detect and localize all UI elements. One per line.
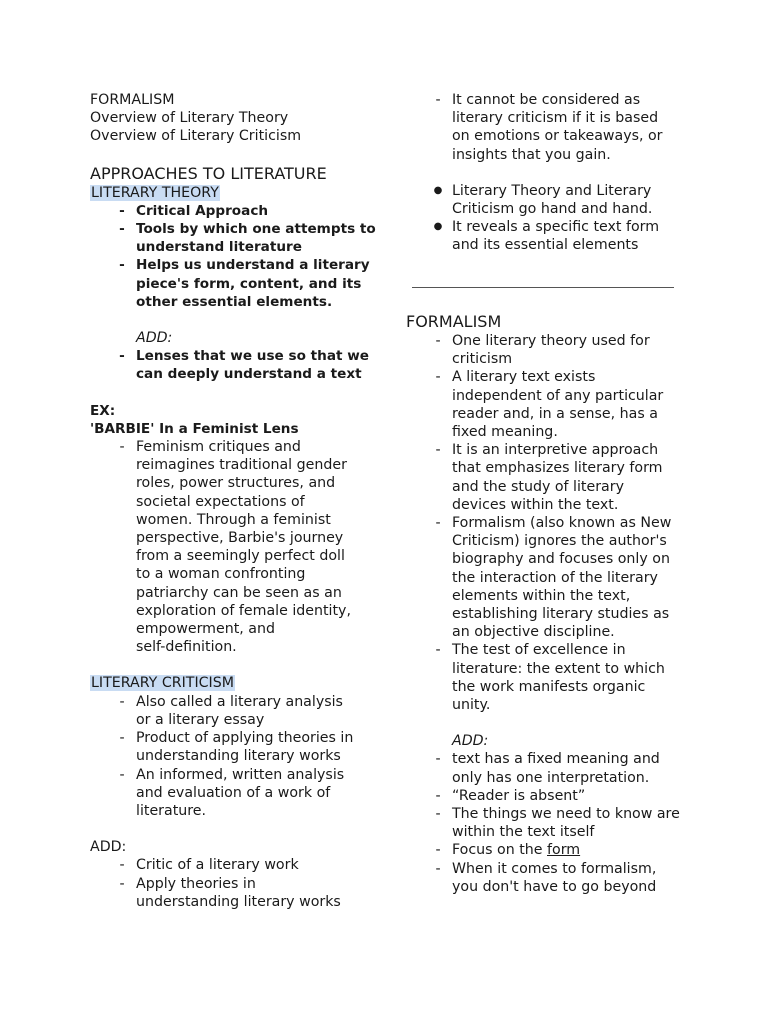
dash-marker: -: [119, 857, 125, 874]
dash-marker: -: [435, 642, 441, 659]
focus-underlined: form: [547, 842, 581, 859]
list-item-line: Feminism critiques and: [136, 439, 301, 456]
list-item-line: reader and, in a sense, has a: [452, 405, 658, 422]
list-item-line: The things we need to know are: [452, 806, 680, 823]
list-item-line: biography and focuses only on: [452, 551, 670, 568]
dash-marker: -: [435, 860, 441, 877]
dash-marker: -: [119, 875, 125, 892]
right-dot-list: [406, 182, 696, 255]
list-item: [406, 787, 696, 805]
list-item-line: insights that you gain.: [452, 146, 611, 163]
literary-criticism-heading: LITERARY CRITICISM: [91, 675, 234, 692]
list-item-line: exploration of female identity,: [136, 602, 351, 619]
right-add-label: ADD:: [452, 733, 489, 750]
list-item-line: It cannot be considered as: [452, 92, 641, 108]
list-item-line: on emotions or takeaways, or: [452, 128, 663, 145]
right-column: [406, 91, 696, 255]
list-item-line: Apply theories in: [136, 875, 256, 892]
bullet-dot-marker: ●: [433, 221, 443, 233]
list-item: [406, 805, 696, 841]
left-column: [90, 91, 380, 911]
list-item: [406, 182, 696, 218]
formalism-list: [406, 332, 696, 714]
dash-marker: -: [119, 766, 125, 783]
list-item: [90, 438, 380, 656]
dash-marker: -: [119, 439, 125, 456]
list-item-line: Also called a literary analysis: [136, 693, 343, 710]
list-item-line: Criticism) ignores the author's: [452, 533, 667, 550]
list-item-line: the interaction of the literary: [452, 569, 658, 586]
header-line: Overview of Literary Theory: [90, 110, 289, 127]
list-item: [90, 220, 380, 256]
list-item: [406, 218, 696, 254]
criticism-list: [90, 693, 380, 820]
list-item: [90, 256, 380, 311]
bullet-dot-marker: ●: [433, 184, 443, 196]
list-item-line: and the study of literary: [452, 478, 624, 495]
last-list: [406, 860, 696, 896]
list-item-line: or a literary essay: [136, 711, 265, 728]
list-item-line: patriarchy can be seen as an: [136, 584, 342, 601]
header-line: FORMALISM: [90, 92, 175, 108]
list-item: [406, 441, 696, 514]
dash-marker: -: [435, 333, 441, 349]
focus-list: [406, 841, 696, 859]
list-item: [406, 332, 696, 368]
list-item-line: elements within the text,: [452, 587, 631, 604]
ex-title: 'BARBIE' In a Feminist Lens: [90, 420, 299, 437]
list-item-line: and its essential elements: [452, 237, 639, 254]
add-list: [90, 347, 380, 383]
list-item-line: to a woman confronting: [136, 566, 306, 583]
list-item-line: Critic of a literary work: [136, 857, 299, 874]
list-item-line: and evaluation of a work of: [136, 784, 331, 801]
list-item-line: literature: the extent to which: [452, 660, 665, 677]
list-item-line: from a seemingly perfect doll: [136, 548, 345, 565]
list-item-line: devices within the text.: [452, 496, 619, 513]
focus-prefix: Focus on the: [452, 842, 548, 859]
list-item-line: When it comes to formalism,: [452, 860, 657, 877]
list-item-line: Criticism go hand and hand.: [452, 201, 653, 218]
list-item: [406, 368, 696, 441]
list-item-line: self-definition.: [136, 639, 237, 656]
dash-marker: -: [435, 92, 441, 108]
list-item: [406, 514, 696, 641]
dash-marker: -: [435, 515, 441, 532]
list-item: [90, 693, 380, 729]
list-item-line: One literary theory used for: [452, 333, 650, 349]
list-item: [406, 860, 696, 896]
ex-list: [90, 438, 380, 656]
list-item: [90, 766, 380, 821]
list-item: [90, 347, 380, 383]
list-item-line: other essential elements.: [136, 293, 333, 310]
list-item-line: understanding literary works: [136, 748, 341, 765]
dash-marker: -: [119, 348, 125, 365]
dash-marker: -: [435, 787, 441, 804]
list-item-line: The test of excellence in: [452, 642, 626, 659]
list-item: [406, 750, 696, 786]
list-item-line: understand literature: [136, 239, 302, 256]
list-item-line: societal expectations of: [136, 493, 305, 510]
list-item-line: an objective discipline.: [452, 624, 615, 641]
list-item-line: piece's form, content, and its: [136, 275, 362, 292]
list-item: [406, 641, 696, 714]
dash-marker: -: [435, 751, 441, 768]
dash-marker: -: [435, 369, 441, 386]
list-item-line: It is an interpretive approach: [452, 442, 659, 459]
formalism-heading: FORMALISM: [406, 312, 502, 331]
list-item-line: roles, power structures, and: [136, 475, 336, 492]
list-item: [406, 841, 696, 859]
list-item-line: independent of any particular: [452, 387, 664, 404]
list-item-line: Literary Theory and Literary: [452, 182, 652, 199]
list-item-line: establishing literary studies as: [452, 606, 670, 623]
list-item-line: you don't have to go beyond: [452, 878, 657, 895]
list-item: [90, 729, 380, 765]
list-item-line: fixed meaning.: [452, 424, 558, 441]
dash-marker: -: [119, 221, 125, 238]
list-item-line: understanding literary works: [136, 893, 341, 910]
list-item-line: can deeply understand a text: [136, 366, 362, 383]
list-item-line: Formalism (also known as New: [452, 515, 672, 532]
dash-marker: -: [435, 806, 441, 823]
list-item-line: that emphasizes literary form: [452, 460, 663, 477]
literary-theory-heading: LITERARY THEORY: [91, 184, 219, 201]
list-item-line: An informed, written analysis: [136, 766, 345, 783]
formalism-section: [406, 312, 696, 896]
list-item-line: literature.: [136, 802, 207, 819]
list-item-line: only has one interpretation.: [452, 769, 650, 786]
list-item: [90, 875, 380, 911]
list-item-line: literary criticism if it is based: [452, 110, 659, 127]
section-divider: [412, 287, 674, 288]
right-add-list: [406, 750, 696, 841]
list-item-line: Critical Approach: [136, 202, 269, 219]
list-item-line: the work manifests organic: [452, 678, 646, 695]
add2-list: [90, 856, 380, 911]
list-item-line: Tools by which one attempts to: [136, 221, 376, 238]
theory-list: [90, 202, 380, 311]
list-item-line: Product of applying theories in: [136, 730, 354, 747]
list-item-line: Helps us understand a literary: [136, 257, 370, 274]
list-item: [90, 202, 380, 220]
dash-marker: -: [119, 257, 125, 274]
add2-label: ADD:: [90, 839, 127, 856]
dash-marker: -: [435, 842, 441, 859]
list-item-line: “Reader is absent”: [452, 787, 586, 804]
list-item-line: criticism: [452, 351, 513, 368]
list-item-line: within the text itself: [452, 824, 595, 841]
add-label: ADD:: [136, 330, 173, 347]
approaches-heading: APPROACHES TO LITERATURE: [90, 163, 327, 183]
list-item-line: perspective, Barbie's journey: [136, 530, 344, 547]
list-item-line: text has a fixed meaning and: [452, 751, 660, 768]
list-item-line: empowerment, and: [136, 621, 275, 638]
dash-marker: -: [119, 693, 125, 710]
list-item: [90, 856, 380, 874]
dash-marker: -: [119, 730, 125, 747]
right-top-list: [406, 91, 696, 164]
dash-marker: -: [119, 202, 125, 219]
list-item: [406, 91, 696, 164]
list-item-line: reimagines traditional gender: [136, 457, 347, 474]
header-line: Overview of Literary Criticism: [90, 128, 302, 145]
list-item-line: unity.: [452, 697, 491, 714]
ex-label: EX:: [90, 402, 116, 419]
list-item-line: Lenses that we use so that we: [136, 348, 370, 365]
list-item-line: A literary text exists: [452, 369, 596, 386]
list-item-line: women. Through a feminist: [136, 511, 331, 528]
list-item-line: It reveals a specific text form: [452, 219, 660, 236]
dash-marker: -: [435, 442, 441, 459]
